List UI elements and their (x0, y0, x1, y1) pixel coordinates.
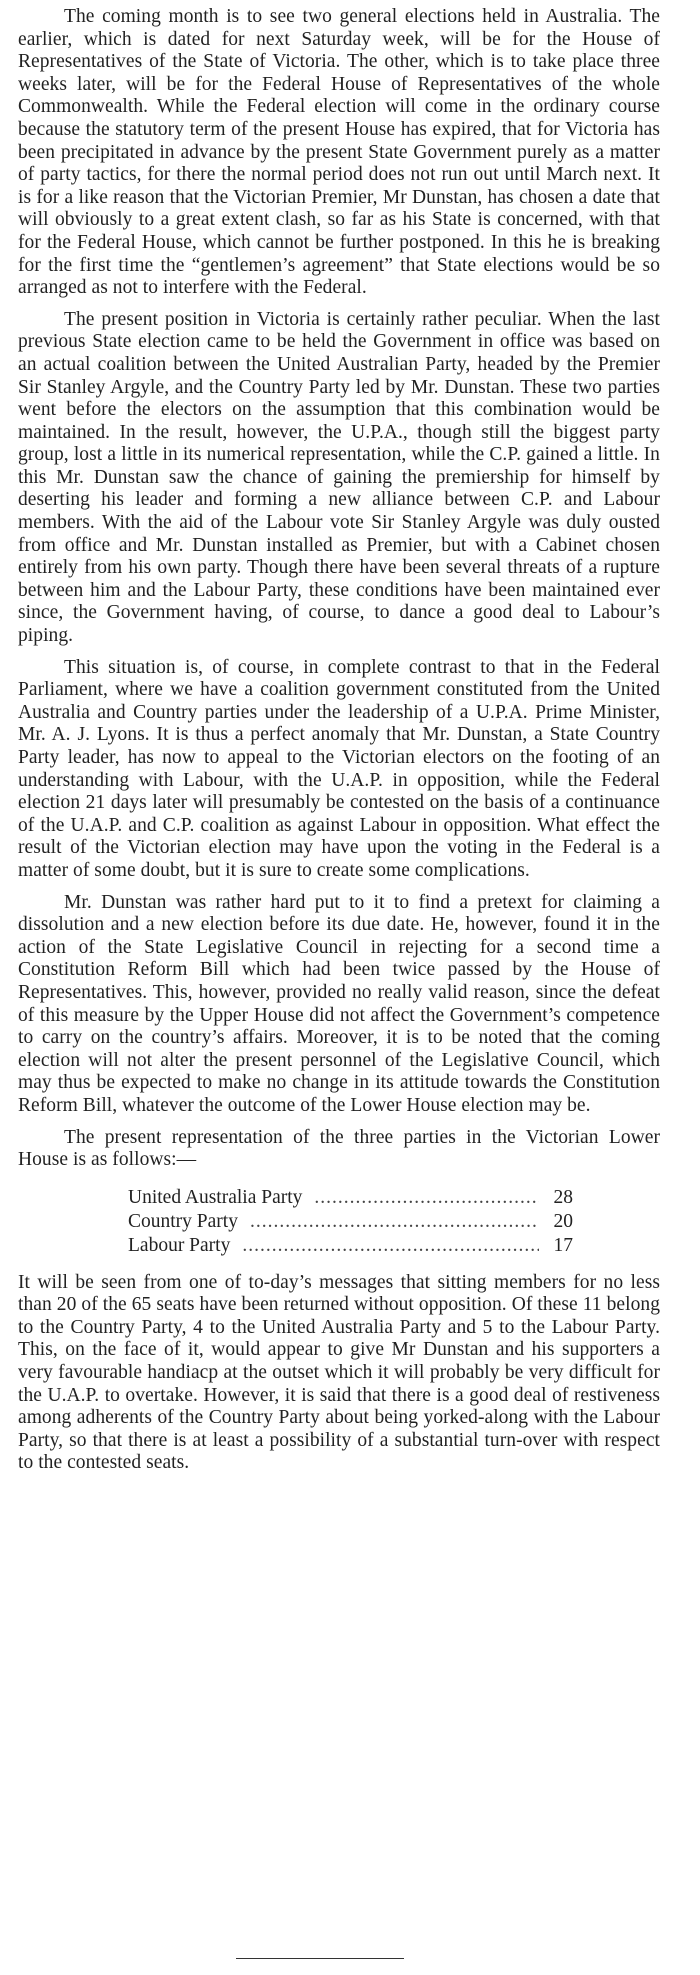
paragraph-federal-contrast: This situation is, of course, in complete contrast to that in the Federal Parliament, where we have a coalition government constituted from the United Australia and Country parties under the leadership of a U.P.A. Prime Minister, Mr. A. J. Lyons. It is thus a perfect anomaly that Mr. Dunstan, a State Country Party leader, has now to appeal to the Victorian electors on the footing of an understanding with Labour, with the U.A.P. in opposition, while the Federal election 21 days later will presumably be contested on the basis of a continuance of the U.A.P. and C.P. coalition as against Labour in opposition. What effect the result of the Victorian election may have upon the voting in the Federal is a matter of some doubt, but it is sure to create some complications. (18, 656, 660, 881)
leader-dots (314, 1186, 539, 1210)
party-name: United Australia Party (128, 1186, 303, 1208)
party-name: Labour Party (128, 1234, 231, 1256)
end-rule (236, 1958, 404, 1959)
party-seats: 17 (553, 1234, 573, 1256)
party-seats: 28 (553, 1186, 573, 1208)
paragraph-victoria-position: The present position in Victoria is certainly rather peculiar. When the last previous State election came to be held the Government in office was based on an actual coalition between the United Australian Party, headed by the Premier Sir Stanley Argyle, and the Country Party led by Mr. Dunstan. These two parties went before the electors on the assumption that this combination would be maintained. In the result, however, the U.P.A., though still the biggest party group, lost a little in its numerical representation, while the C.P. gained a little. In this Mr. Dunstan saw the chance of gaining the premiership for himself by deserting his leader and forming a new alliance between C.P. and Labour members. With the aid of the Labour vote Sir Stanley Argyle was duly ousted from office and Mr. Dunstan installed as Premier, but with a Cabinet chosen entirely from his own party. Though there have been several threats of a rupture between him and the Labour Party, these conditions have been maintained ever since, the Government having, of course, to dance a good deal to Labour’s piping. (18, 308, 660, 647)
paragraph-elections-intro: The coming month is to see two general elections held in Australia. The earlier, which is dated for next Saturday week, will be for the House of Representatives of the State of Victoria. The other, which is to take place three weeks later, will be for the Federal House of Representatives of the whole Commonwealth. While the Federal election will come in the ordinary course because the statutory term of the present House has expired, that for Victoria has been precipitated in advance by the present State Government purely as a matter of party tactics, for there the normal period does not run out until March next. It is for a like reason that the Victorian Premier, Mr Dunstan, has chosen a date that will obviously to a great extent clash, so far as his State is concerned, with that for the Federal House, which cannot be further postponed. In this he is breaking for the first time the “gentlemen’s agreement” that State elections would be so arranged as not to interfere with the Federal. (18, 6, 660, 299)
paragraph-unopposed-seats: It will be seen from one of to-day’s messages that sitting members for no less than 20 of the 65 seats have been returned without opposition. Of these 11 belong to the Country Party, 4 to the United Australia Party and 5 to the Labour Party. This, on the face of it, would appear to give Mr Dunstan and his supporters a very favourable handiacp at the outset which it will probably be very difficult for the U.A.P. to overtake. However, it is said that there is a good deal of restiveness among adherents of the Country Party about being yorked-along with the Labour Party, so that there is at least a possibility of a substantial turn-over with respect to the contested seats. (18, 1271, 660, 1474)
article-body (18, 6, 660, 1484)
leader-dots (242, 1234, 539, 1258)
paragraph-representation-intro: The present representation of the three parties in the Victorian Lower House is as follows:— (18, 1126, 660, 1171)
party-representation-table (128, 1186, 573, 1258)
party-row (128, 1234, 573, 1258)
paragraph-dissolution-pretext: Mr. Dunstan was rather hard put to it to find a pretext for claiming a dissolution and a new election before its due date. He, however, found it in the action of the State Legislative Council in rejecting for a second time a Constitution Reform Bill which had been twice passed by the House of Representatives. This, however, provided no really valid reason, since the defeat of this measure by the Upper House did not affect the Government’s competence to carry on the country’s affairs. Moreover, it is to be noted that the coming election will not alter the present personnel of the Legislative Council, which may thus be expected to make no change in its attitude towards the Constitution Reform Bill, whatever the outcome of the Lower House election may be. (18, 891, 660, 1116)
party-row (128, 1210, 573, 1234)
party-name: Country Party (128, 1210, 238, 1232)
party-seats: 20 (553, 1210, 573, 1232)
party-row (128, 1186, 573, 1210)
leader-dots (250, 1210, 539, 1234)
